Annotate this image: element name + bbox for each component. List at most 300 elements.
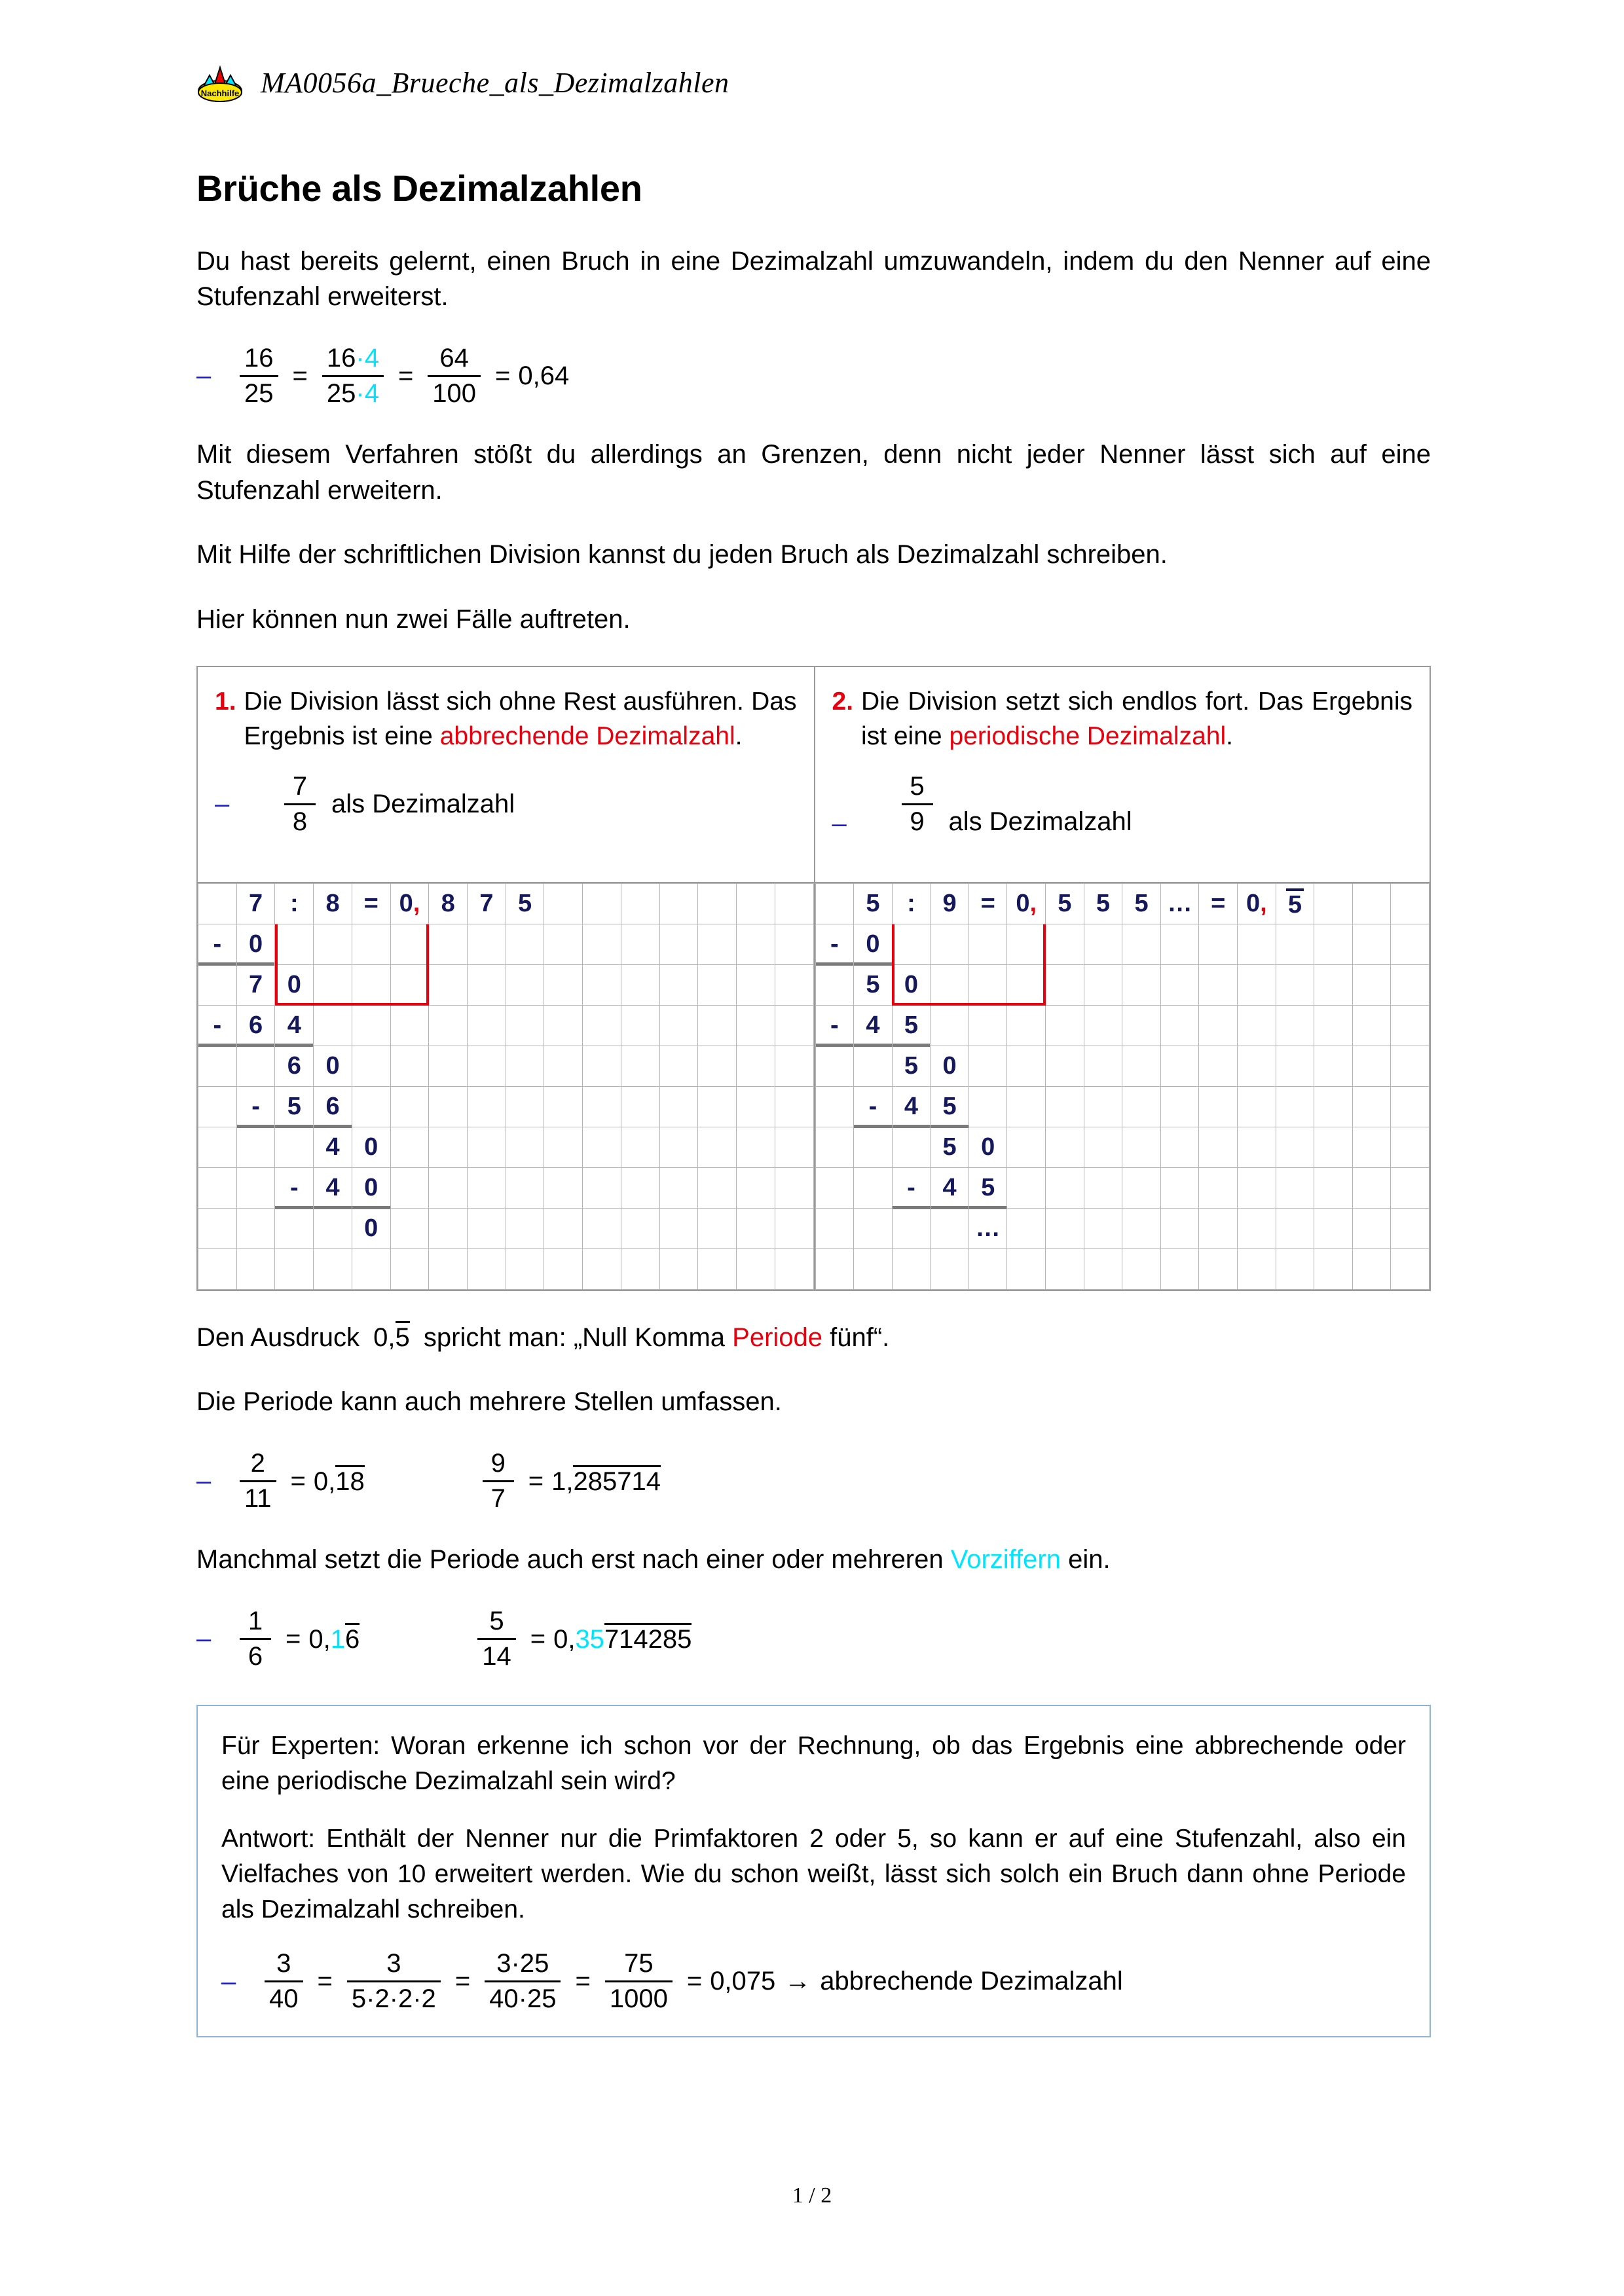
division-cell — [737, 1209, 775, 1249]
division-cell — [1314, 924, 1353, 965]
expert-equation — [258, 1949, 1123, 2014]
division-cell — [1276, 924, 1314, 965]
division-grids — [196, 883, 1431, 1291]
denominator: 7 — [490, 1484, 506, 1513]
vorziffer: 1 — [330, 1625, 345, 1654]
denominator: 8 — [292, 807, 308, 836]
paragraph-periode-spoken: Den Ausdruck 0,5 spricht man: „Null Komma Periode fünf“. — [196, 1320, 1431, 1355]
division-cell — [1046, 1209, 1084, 1249]
division-cell: : — [275, 884, 314, 924]
division-cell — [775, 1249, 813, 1290]
division-cell — [1046, 1046, 1084, 1087]
division-row — [815, 924, 1430, 965]
division-cell — [1122, 1127, 1161, 1168]
nachhilfe-logo-icon — [196, 62, 244, 103]
division-cell — [621, 1046, 659, 1087]
division-cell: 5 — [1084, 884, 1122, 924]
division-cell — [854, 1249, 893, 1290]
division-cell — [468, 1087, 506, 1127]
division-cell — [198, 1209, 237, 1249]
numerator: 75 — [624, 1949, 654, 1978]
division-cell — [1199, 924, 1238, 965]
division-cell: 0, — [1238, 884, 1276, 924]
division-cell: 0 — [969, 1127, 1007, 1168]
bullet-dash-icon: – — [196, 361, 212, 391]
division-cell — [1238, 1087, 1276, 1127]
decimal-value: 0,16 — [308, 1623, 360, 1654]
division-cell — [429, 1209, 468, 1249]
division-cell — [468, 1249, 506, 1290]
fraction-bar — [605, 1980, 673, 1982]
division-cell — [698, 1006, 737, 1046]
division-cell — [352, 1006, 390, 1046]
division-cell: 0 — [314, 1046, 352, 1087]
division-cell: 0, — [390, 884, 429, 924]
division-cell — [352, 1087, 390, 1127]
fraction-expanded-25 — [485, 1949, 561, 2014]
division-cell — [1238, 1209, 1276, 1249]
division-cell — [1276, 884, 1314, 924]
long-division-table-7-8 — [198, 883, 814, 1290]
division-cell — [1391, 1127, 1430, 1168]
division-cell — [1199, 1006, 1238, 1046]
division-cell — [314, 965, 352, 1006]
division-cell — [198, 965, 237, 1006]
division-cell — [969, 1087, 1007, 1127]
division-cell — [775, 1127, 813, 1168]
division-cell — [1007, 1046, 1046, 1087]
division-cell — [621, 965, 659, 1006]
division-row — [198, 1087, 814, 1127]
division-cell — [1046, 924, 1084, 965]
denominator: 25·4 — [326, 378, 379, 408]
fraction-64-100 — [428, 344, 481, 409]
division-cell — [1084, 924, 1122, 965]
division-grid-right — [814, 883, 1430, 1290]
division-cell — [698, 1127, 737, 1168]
fraction-bar — [483, 1480, 514, 1482]
denominator: 25 — [244, 378, 274, 408]
division-cell: 0 — [275, 965, 314, 1006]
division-cell — [429, 1168, 468, 1209]
division-cell — [1352, 1127, 1391, 1168]
fraction-7-8 — [284, 772, 316, 837]
division-cell — [583, 924, 621, 965]
division-cell: 8 — [429, 884, 468, 924]
division-cell — [506, 1209, 544, 1249]
vorziffer: 35 — [575, 1625, 604, 1654]
fraction-bar — [265, 1980, 303, 1982]
numerator: 3·25 — [496, 1949, 549, 1978]
fraction-expanded — [322, 344, 384, 409]
division-cell — [931, 924, 969, 965]
division-cell — [775, 1209, 813, 1249]
division-cell: - — [198, 924, 237, 965]
division-cell — [1046, 965, 1084, 1006]
division-cell — [1122, 1249, 1161, 1290]
division-cell — [1160, 1127, 1199, 1168]
equals-1: = — [317, 1967, 333, 1996]
fraction-bar — [902, 803, 933, 805]
division-cell — [931, 1249, 969, 1290]
division-cell — [854, 1168, 893, 1209]
denominator: 11 — [244, 1484, 272, 1513]
division-cell — [429, 1087, 468, 1127]
division-cell — [931, 1209, 969, 1249]
numerator: 64 — [439, 343, 469, 373]
page-header — [196, 62, 729, 103]
division-cell — [737, 884, 775, 924]
division-cell — [1314, 1006, 1353, 1046]
division-cell — [1276, 1168, 1314, 1209]
division-row — [815, 1168, 1430, 1209]
division-cell — [468, 1209, 506, 1249]
division-cell — [583, 1046, 621, 1087]
division-cell — [659, 1006, 698, 1046]
intro-equation-row — [196, 344, 1431, 409]
logo-label: Nachhilfe — [200, 88, 240, 98]
numerator: 2 — [250, 1448, 265, 1478]
division-cell — [1199, 1168, 1238, 1209]
division-cell — [1352, 1249, 1391, 1290]
division-cell — [1314, 1249, 1353, 1290]
division-row — [198, 1046, 814, 1087]
division-cell — [1314, 1127, 1353, 1168]
division-cell — [1199, 1209, 1238, 1249]
division-cell — [1314, 884, 1353, 924]
division-row — [815, 1127, 1430, 1168]
division-cell — [737, 1087, 775, 1127]
division-cell: - — [275, 1168, 314, 1209]
division-cell — [198, 1249, 237, 1290]
division-cell — [314, 1249, 352, 1290]
division-cell: 5 — [969, 1168, 1007, 1209]
division-cell — [1084, 1087, 1122, 1127]
denominator: 6 — [248, 1641, 263, 1671]
division-cell: = — [1199, 884, 1238, 924]
division-cell — [1007, 924, 1046, 965]
division-cell — [1352, 1087, 1391, 1127]
division-cell: 7 — [236, 965, 275, 1006]
division-row — [198, 1209, 814, 1249]
division-cell — [1007, 1209, 1046, 1249]
division-cell — [815, 1209, 854, 1249]
case-1-number: 1. — [215, 687, 236, 716]
division-cell: 4 — [854, 1006, 893, 1046]
division-row — [198, 1127, 814, 1168]
division-cell — [429, 1249, 468, 1290]
division-cell: 6 — [236, 1006, 275, 1046]
division-cell: 0 — [236, 924, 275, 965]
division-cell — [1352, 924, 1391, 965]
division-cell — [314, 924, 352, 965]
paragraph-division-method: Mit Hilfe der schriftlichen Division kannst du jeden Bruch als Dezimalzahl schreiben. — [196, 540, 1168, 570]
division-cell — [1084, 1209, 1122, 1249]
division-cell — [854, 1209, 893, 1249]
division-row — [198, 965, 814, 1006]
division-cell — [737, 965, 775, 1006]
equals-1: = — [292, 361, 308, 390]
period-overline: 714285 — [604, 1623, 692, 1653]
division-row — [815, 1209, 1430, 1249]
numerator: 5 — [489, 1606, 504, 1635]
division-cell — [506, 1249, 544, 1290]
fraction-bar — [240, 1638, 271, 1640]
division-cell — [775, 1087, 813, 1127]
division-cell — [1160, 924, 1199, 965]
division-cell — [390, 924, 429, 965]
fraction-bar — [240, 1480, 276, 1482]
denominator: 9 — [910, 807, 925, 836]
division-cell — [1122, 1168, 1161, 1209]
division-cell — [815, 884, 854, 924]
period-overline: 18 — [335, 1465, 365, 1495]
division-cell — [854, 1127, 893, 1168]
division-cell: - — [815, 1006, 854, 1046]
intro-equation — [233, 344, 569, 409]
case-1-example-label: als Dezimalzahl — [331, 789, 515, 818]
division-cell — [1160, 1046, 1199, 1087]
division-cell — [892, 1127, 931, 1168]
division-cell: 0 — [854, 924, 893, 965]
division-cell — [737, 924, 775, 965]
division-cell — [1007, 1006, 1046, 1046]
division-cell — [775, 924, 813, 965]
division-cell — [583, 1087, 621, 1127]
equation-9-7 — [476, 1449, 661, 1514]
division-cell — [198, 884, 237, 924]
equals-3: = — [495, 361, 511, 390]
division-cell — [737, 1046, 775, 1087]
division-cell: - — [198, 1006, 237, 1046]
division-cell — [969, 924, 1007, 965]
division-cell — [1007, 1168, 1046, 1209]
numerator: 1 — [248, 1606, 263, 1635]
division-cell — [1238, 1127, 1276, 1168]
case-1-example — [215, 772, 797, 870]
denominator: 5·2·2·2 — [351, 1984, 436, 2014]
division-cell — [275, 1127, 314, 1168]
expert-box — [196, 1705, 1431, 2037]
division-cell — [1276, 1209, 1314, 1249]
division-cell — [969, 1046, 1007, 1087]
division-cell — [1084, 1249, 1122, 1290]
bullet-dash-icon: – — [196, 1467, 212, 1496]
division-cell — [1352, 1046, 1391, 1087]
expert-result: 0,075 — [710, 1967, 776, 1996]
division-cell — [892, 1209, 931, 1249]
division-cell — [969, 965, 1007, 1006]
division-cell — [198, 1127, 237, 1168]
denominator: 1000 — [609, 1984, 668, 2014]
bullet-dash-icon: – — [215, 790, 230, 819]
division-cell — [1276, 1127, 1314, 1168]
division-cell — [1007, 965, 1046, 1006]
division-cell — [1199, 1046, 1238, 1087]
division-cell — [1276, 1087, 1314, 1127]
division-cell — [1084, 1006, 1122, 1046]
numerator: 9 — [490, 1448, 506, 1478]
division-cell — [1391, 884, 1430, 924]
numerator: 3 — [386, 1949, 401, 1978]
division-cell — [506, 1127, 544, 1168]
division-cell — [352, 1046, 390, 1087]
division-cell — [698, 1046, 737, 1087]
division-cell: 9 — [931, 884, 969, 924]
denominator: 40 — [269, 1984, 299, 2014]
long-division-table-5-9 — [815, 883, 1430, 1290]
division-cell: 5 — [275, 1087, 314, 1127]
division-cell — [1122, 1006, 1161, 1046]
division-cell: 5 — [931, 1087, 969, 1127]
division-cell — [698, 1209, 737, 1249]
division-cell — [1046, 1168, 1084, 1209]
division-cell — [698, 965, 737, 1006]
division-cell: 0 — [892, 965, 931, 1006]
division-cell — [1199, 1087, 1238, 1127]
division-cell: 5 — [931, 1127, 969, 1168]
division-cell — [621, 1127, 659, 1168]
division-cell: = — [352, 884, 390, 924]
division-cell — [1352, 1006, 1391, 1046]
division-cell — [969, 1006, 1007, 1046]
division-cell — [1391, 1168, 1430, 1209]
equation-5-14 — [471, 1607, 692, 1671]
division-cell — [1007, 1249, 1046, 1290]
equation-2-11 — [196, 1449, 365, 1514]
division-cell — [1238, 924, 1276, 965]
division-cell — [236, 1168, 275, 1209]
division-cell — [390, 965, 429, 1006]
fraction-bar — [322, 375, 384, 377]
division-cell — [621, 884, 659, 924]
division-cell: 5 — [854, 884, 893, 924]
division-cell — [1238, 1046, 1276, 1087]
case-2-example — [832, 772, 1413, 870]
division-cell — [506, 965, 544, 1006]
fraction-bar — [284, 803, 316, 805]
division-cell — [659, 924, 698, 965]
division-cell: 5 — [892, 1006, 931, 1046]
intro-result: 0,64 — [518, 361, 570, 390]
division-cell — [892, 1249, 931, 1290]
division-cell — [544, 965, 583, 1006]
division-cell: - — [892, 1168, 931, 1209]
fraction-5-14 — [477, 1607, 516, 1671]
division-cell — [815, 1168, 854, 1209]
division-cell: 5 — [892, 1046, 931, 1087]
division-cell — [1160, 1006, 1199, 1046]
division-cell — [1199, 1127, 1238, 1168]
paragraph-vorziffern: Manchmal setzt die Periode auch erst nach einer oder mehreren Vorziffern ein. — [196, 1545, 1111, 1575]
division-cell: - — [815, 924, 854, 965]
division-cell — [583, 884, 621, 924]
division-cell — [1276, 1006, 1314, 1046]
division-cell — [1352, 884, 1391, 924]
expert-answer: Antwort: Enthält der Nenner nur die Primfaktoren 2 oder 5, so kann er auf eine Stufenzahl, also ein Vielfaches von 10 erweitert werden. Wie du schon weißt, lässt sich solch ein Bruch dann ohne Periode als Dezimalzahl schreiben. — [221, 1824, 1406, 1923]
bullet-dash-icon: – — [832, 809, 847, 838]
division-cell — [1122, 1209, 1161, 1249]
division-cell — [659, 1209, 698, 1249]
division-row — [198, 1168, 814, 1209]
division-cell — [583, 1168, 621, 1209]
division-cell: 7 — [468, 884, 506, 924]
cases-box — [196, 666, 1431, 883]
division-cell — [275, 924, 314, 965]
decimal-value: 1,285714 — [551, 1465, 661, 1497]
division-cell — [390, 1006, 429, 1046]
fraction-bar — [485, 1980, 561, 1982]
division-cell — [775, 1006, 813, 1046]
division-cell: = — [969, 884, 1007, 924]
division-cell — [698, 924, 737, 965]
division-cell — [544, 1209, 583, 1249]
division-cell — [1238, 1249, 1276, 1290]
division-cell — [429, 1127, 468, 1168]
equals: = — [290, 1466, 306, 1495]
bullet-dash-icon: – — [196, 1624, 212, 1654]
division-cell — [314, 1006, 352, 1046]
division-cell — [544, 1168, 583, 1209]
division-cell — [892, 924, 931, 965]
division-cell — [698, 1168, 737, 1209]
division-cell — [1238, 1168, 1276, 1209]
division-cell — [659, 1046, 698, 1087]
fraction-primefactors — [347, 1949, 441, 2014]
division-cell — [621, 1087, 659, 1127]
division-cell: 7 — [236, 884, 275, 924]
equals: = — [530, 1624, 546, 1653]
division-cell — [352, 965, 390, 1006]
denominator: 40·25 — [489, 1984, 557, 2014]
division-cell — [737, 1127, 775, 1168]
division-cell — [390, 1168, 429, 1209]
division-cell — [544, 1046, 583, 1087]
division-cell: 4 — [314, 1168, 352, 1209]
division-cell — [659, 1127, 698, 1168]
division-cell — [775, 1046, 813, 1087]
division-cell — [1122, 965, 1161, 1006]
division-cell — [583, 1127, 621, 1168]
division-cell — [1352, 965, 1391, 1006]
case-1-text: Die Division lässt sich ohne Rest ausführen. Das Ergebnis ist eine abbrechende Dezimalzahl. — [244, 687, 797, 750]
division-cell — [352, 924, 390, 965]
denominator: 100 — [432, 378, 477, 408]
division-cell — [390, 1249, 429, 1290]
division-grid-left — [198, 883, 814, 1290]
bullet-dash-icon: – — [221, 1967, 236, 1996]
division-cell — [1046, 1127, 1084, 1168]
division-cell — [1199, 965, 1238, 1006]
division-cell — [621, 1209, 659, 1249]
division-row — [815, 884, 1430, 924]
expert-question: Für Experten: Woran erkenne ich schon vor der Rechnung, ob das Ergebnis eine abbrechende oder eine periodische Dezimalzahl sein wird? — [221, 1732, 1406, 1796]
division-cell — [1352, 1209, 1391, 1249]
decimal-comma: , — [1029, 890, 1037, 917]
division-cell — [275, 1249, 314, 1290]
division-cell — [506, 1046, 544, 1087]
division-cell — [468, 965, 506, 1006]
division-row — [198, 924, 814, 965]
division-cell — [1084, 1168, 1122, 1209]
division-cell — [1314, 1087, 1353, 1127]
division-row — [198, 1249, 814, 1290]
fraction-1-6 — [240, 1607, 271, 1671]
document-filename-title: MA0056a_Brueche_als_Dezimalzahlen — [261, 66, 729, 99]
division-cell — [1084, 965, 1122, 1006]
fraction-bar — [477, 1638, 516, 1640]
division-cell — [468, 924, 506, 965]
